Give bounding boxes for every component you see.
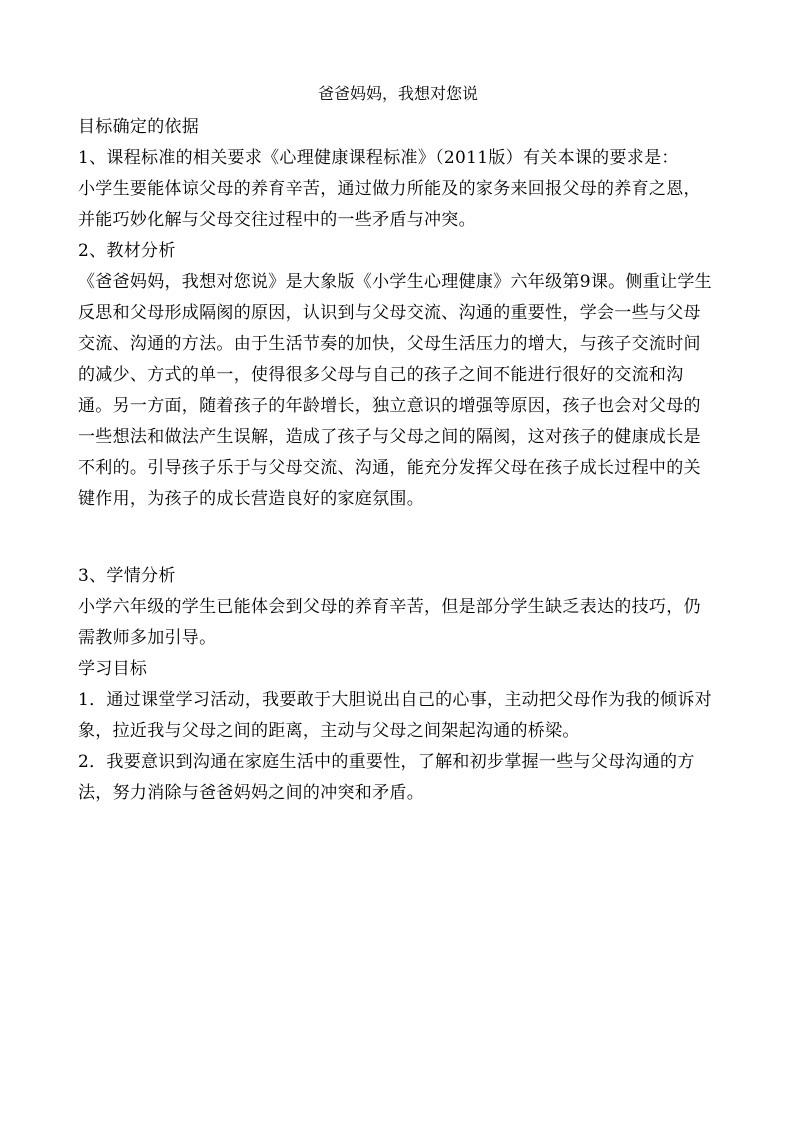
students-heading: 3、学情分析 [78,566,176,586]
goal-1: 1．通过课堂学习活动，我要敢于大胆说出自己的心事，主动把父母作为我的倾诉对象，拉近我与父母之间的距离，主动与父母之间架起沟通的桥梁。 [78,690,712,741]
textbook-body: 《爸爸妈妈，我想对您说》是大象版《小学生心理健康》六年级第9课。侧重让学生反思和父母形成隔阂的原因，认识到与父母交流、沟通的重要性，学会一些与父母交流、沟通的方法。由于生活节奏的加快，父母生活压力的增大，与孩子交流时间的减少、方式的单一，使得很多父母与自己的孩子之间不能进行很好的交流和沟通。另一方面，随着孩子的年龄增长，独立意识的增强等原因，孩子也会对父母的一些想法和做法产生误解，造成了孩子与父母之间的隔阂，这对孩子的健康成长是不利的。引导孩子乐于与父母交流、沟通，能充分发挥父母在孩子成长过程中的关键作用，为孩子的成长营造良好的家庭氛围。 [78,272,712,509]
students-body: 小学六年级的学生已能体会到父母的养育辛苦，但是部分学生缺乏表达的技巧，仍需教师多加引导。 [78,597,701,648]
document-title: 爸爸妈妈，我想对您说 [317,84,478,103]
goal-2: 2．我要意识到沟通在家庭生活中的重要性，了解和初步掌握一些与父母沟通的方法，努力消除与爸爸妈妈之间的冲突和矛盾。 [78,752,695,803]
document-page [78,84,718,809]
goals-heading: 学习目标 [78,659,148,679]
basis-item-1: 1、课程标准的相关要求《心理健康课程标准》（2011版）有关本课的要求是： [78,148,679,168]
textbook-heading: 2、教材分析 [78,241,176,261]
basis-item-1-body: 小学生要能体谅父母的养育辛苦，通过做力所能及的家务来回报父母的养育之恩，并能巧妙化解与父母交往过程中的一些矛盾与冲突。 [78,179,701,230]
paragraph-gap [78,515,718,561]
basis-heading: 目标确定的依据 [78,117,200,137]
